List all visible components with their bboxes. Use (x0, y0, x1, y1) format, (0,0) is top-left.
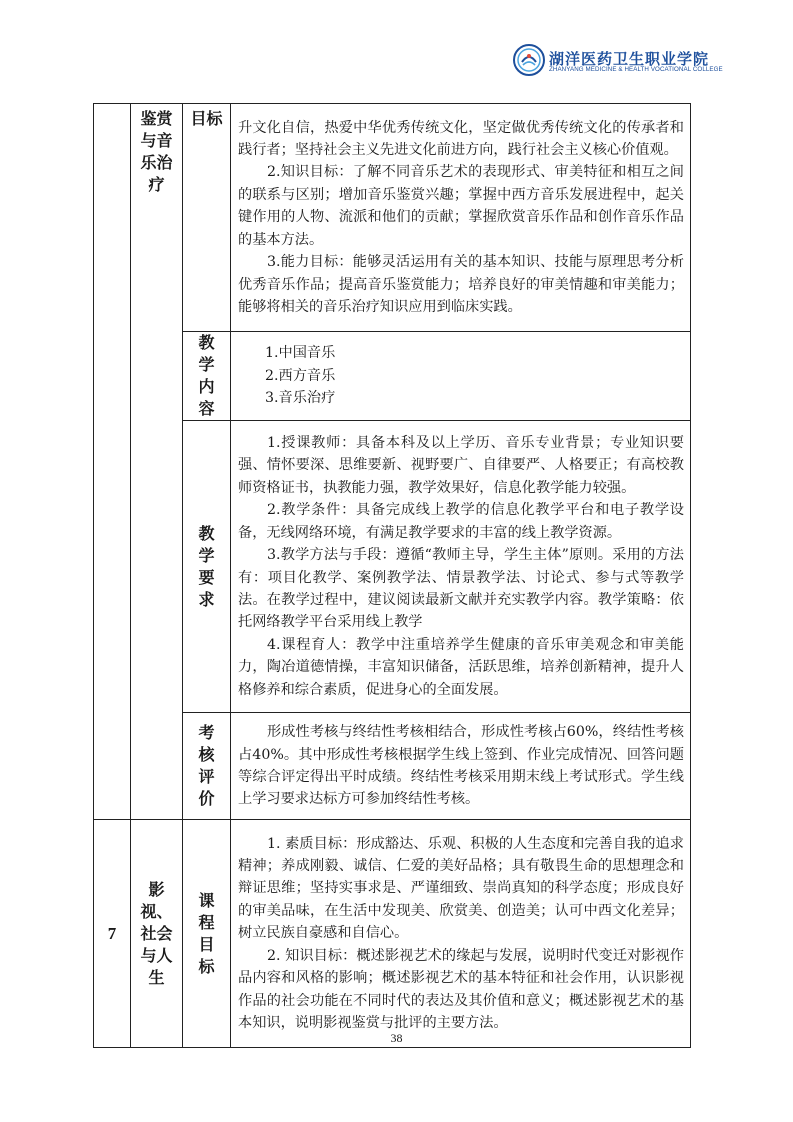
target-label (183, 104, 231, 332)
paragraph: 2.教学条件：具备完成线上教学的信息化教学平台和电子教学设备，无线网络环境，有满足教学要求的丰富的线上教学资源。 (238, 502, 684, 541)
course-table (93, 103, 691, 1048)
requirement-label-text: 教学要求 (198, 523, 215, 609)
course-name (131, 104, 183, 820)
paragraph: 1.授课教师：具备本科及以上学历、音乐专业背景；专业知识要强、情怀要深、思维要新、视野要广、自律要严、人格要正；有高校教师资格证书，执教能力强，教学效果好，信息化教学能力较强。 (238, 435, 684, 496)
evaluation-label-text: 考核评价 (198, 723, 215, 808)
course-target-content (231, 820, 691, 1048)
paragraph: 3.能力目标：能够灵活运用有关的基本知识、技能与原理思考分析优秀音乐作品；提高音乐鉴赏能力；培养良好的审美情趣和审美能力；能够将相关的音乐治疗知识应用到临床实践。 (238, 254, 684, 315)
course-target-label (183, 820, 231, 1048)
college-logo (513, 44, 723, 78)
table-row (94, 421, 691, 713)
course-number (94, 820, 131, 1048)
list-item: 1.中国音乐 (265, 345, 336, 362)
paragraph: 2. 知识目标：概述影视艺术的缘起与发展，说明时代变迁对影视作品内容和风格的影响；概述影视艺术的基本特征和社会作用，认识影视作品的社会功能在不同时代的表达及其价值和意义；概述影视艺术的基本知识，说明影视鉴赏与批评的主要方法。 (238, 947, 684, 1031)
evaluation-label (183, 713, 231, 820)
college-name-en: ZHANYANG MEDICINE & HEALTH VOCATIONAL COLLEGE (549, 66, 723, 73)
page-number: 38 (390, 1031, 403, 1045)
content-list (231, 332, 691, 421)
requirement-content (231, 421, 691, 713)
table-row (94, 713, 691, 820)
paragraph: 2.知识目标：了解不同音乐艺术的表现形式、审美特征和相互之间的联系与区别；增加音乐鉴赏兴趣；掌握中西方音乐发展进程中，起关键作用的人物、流派和他们的贡献；掌握欣赏音乐作品和创作音乐作品的基本方法。 (238, 164, 684, 248)
course-target-label-text: 课程目标 (198, 890, 215, 976)
table-row (94, 332, 691, 421)
table-row (94, 104, 691, 332)
paragraph: 4.课程育人：教学中注重培养学生健康的音乐审美观念和审美能力，陶冶道德情操，丰富知识储备，活跃思维，培养创新精神，提升人格修养和综合素质，促进身心的全面发展。 (238, 636, 684, 698)
paragraph: 3.教学方法与手段：遵循“教师主导，学生主体”原则。采用的方法有：项目化教学、案例教学法、情景教学法、讨论式、参与式等教学法。在教学过程中，建议阅读最新文献并充实教学内容。教学策略：依托网络教学平台采用线上教学 (238, 547, 684, 631)
list-item: 2.西方音乐 (265, 367, 336, 384)
course-name (131, 820, 183, 1048)
content-label-text: 教学内容 (198, 333, 215, 418)
content-label (183, 332, 231, 421)
evaluation-content (231, 713, 691, 820)
college-name-cn: 湖洋医药卫生职业学院 (549, 50, 710, 68)
target-label-text: 目标 (190, 109, 223, 128)
course-number-empty (94, 104, 131, 820)
paragraph: 升文化自信，热爱中华优秀传统文化，坚定做优秀传统文化的传承者和践行者；坚持社会主义先进文化前进方向，践行社会主义核心价值观。 (238, 119, 684, 159)
paragraph: 形成性考核与终结性考核相结合，形成性考核占60%，终结性考核占40%。其中形成性考核根据学生线上签到、作业完成情况、回答问题等综合评定得出平时成绩。终结性考核采用期末线上考试形式。学生线上学习要求达标方可参加终结性考核。 (238, 724, 684, 808)
course-number-text: 7 (107, 923, 117, 943)
target-content (231, 104, 691, 332)
course-name-text: 鉴赏与音乐治疗 (140, 109, 173, 194)
list-item: 3.音乐治疗 (265, 390, 336, 407)
college-emblem-icon (513, 44, 545, 76)
course-name-text: 影视、社会与人生 (140, 879, 173, 987)
paragraph: 1. 素质目标：形成豁达、乐观、积极的人生态度和完善自我的追求精神；养成刚毅、诚信、仁爱的美好品格；具有敬畏生命的思想理念和辩证思维；坚持实事求是、严谨细致、崇尚真知的科学态度；形成良好的审美品味，在生活中发现美、欣赏美、创造美；认可中西文化差异；树立民族自豪感和自信心。 (238, 835, 684, 942)
table-row (94, 820, 691, 1048)
requirement-label (183, 421, 231, 713)
